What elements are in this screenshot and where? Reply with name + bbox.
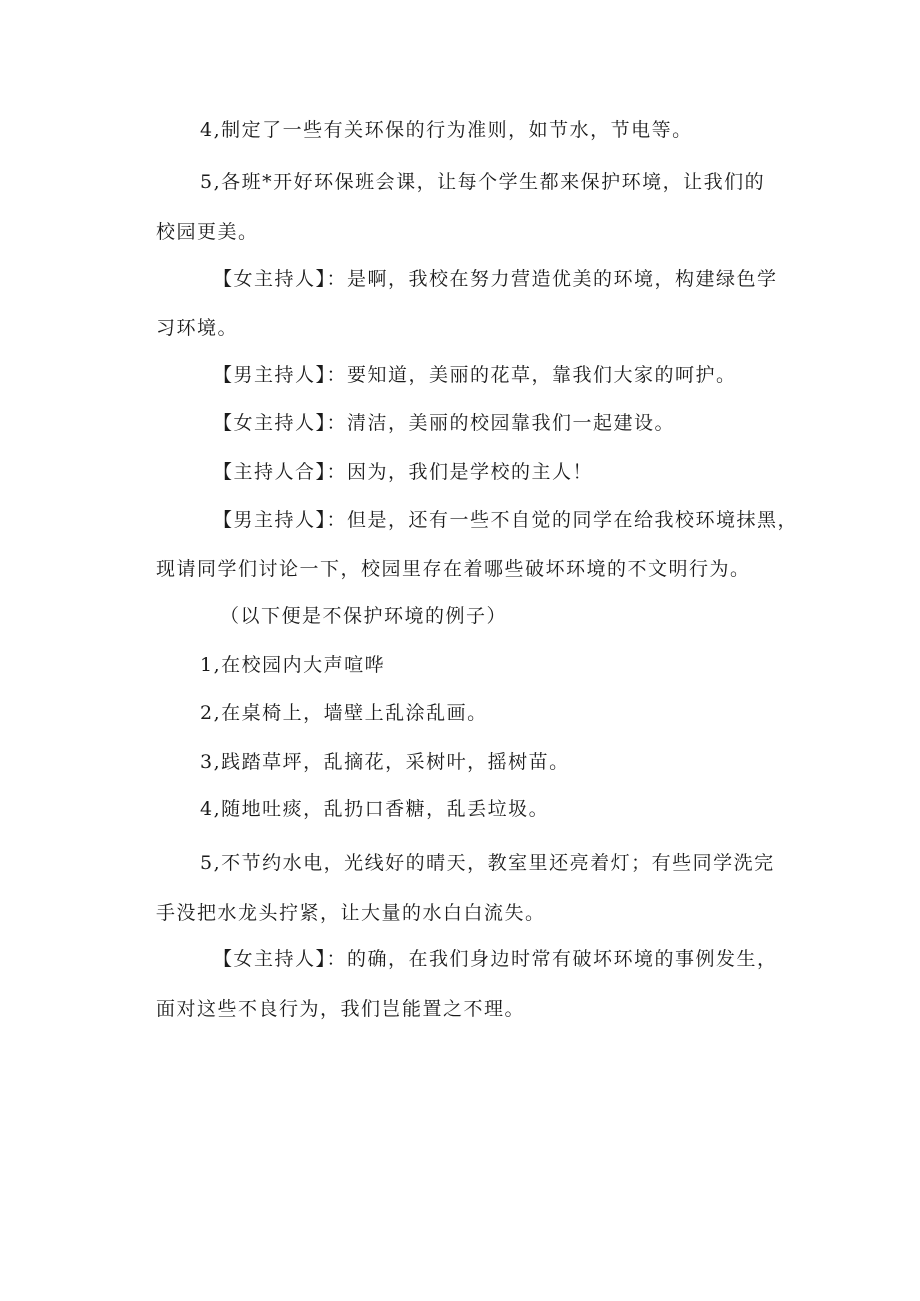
text-line: 2,在桌椅上，墙壁上乱涂乱画。 (200, 702, 488, 724)
text-line: 5,各班*开好环保班会课，让每个学生都来保护环境，让我们的 (200, 171, 766, 193)
text-line: 【主持人合】：因为，我们是学校的主人！ (213, 461, 594, 483)
text-line: 【女主持人】：清洁，美丽的校园靠我们一起建设。 (213, 412, 676, 434)
text-line: 【男主持人】：但是，还有一些不自觉的同学在给我校环境抹黑， (213, 509, 799, 531)
text-line: 【女主持人】：的确，在我们身边时常有破坏环境的事例发生， (213, 948, 778, 970)
text-line: 面对这些不良行为，我们岂能置之不理。 (156, 998, 526, 1020)
text-line: 【男主持人】：要知道，美丽的花草，靠我们大家的呵护。 (213, 364, 737, 386)
text-line: （以下便是不保护环境的例子） (220, 605, 508, 627)
text-line: 1,在校园内大声喧哗 (200, 654, 386, 676)
text-line: 4,制定了一些有关环保的行为准则，如节水，节电等。 (200, 119, 693, 141)
text-line: 校园更美。 (156, 221, 259, 243)
text-line: 4,随地吐痰，乱扔口香糖，乱丢垃圾。 (200, 798, 550, 820)
text-line: 习环境。 (156, 317, 239, 339)
text-line: 手没把水龙头拧紧，让大量的水白白流失。 (156, 902, 546, 924)
text-line: 【女主持人】：是啊，我校在努力营造优美的环境，构建绿色学 (213, 268, 778, 290)
text-line: 3,践踏草坪，乱摘花，采树叶，摇树苗。 (200, 751, 570, 773)
text-line: 现请同学们讨论一下，校园里存在着哪些破坏环境的不文明行为。 (156, 558, 751, 580)
text-line: 5,不节约水电，光线好的晴天，教室里还亮着灯；有些同学洗完 (200, 852, 775, 874)
